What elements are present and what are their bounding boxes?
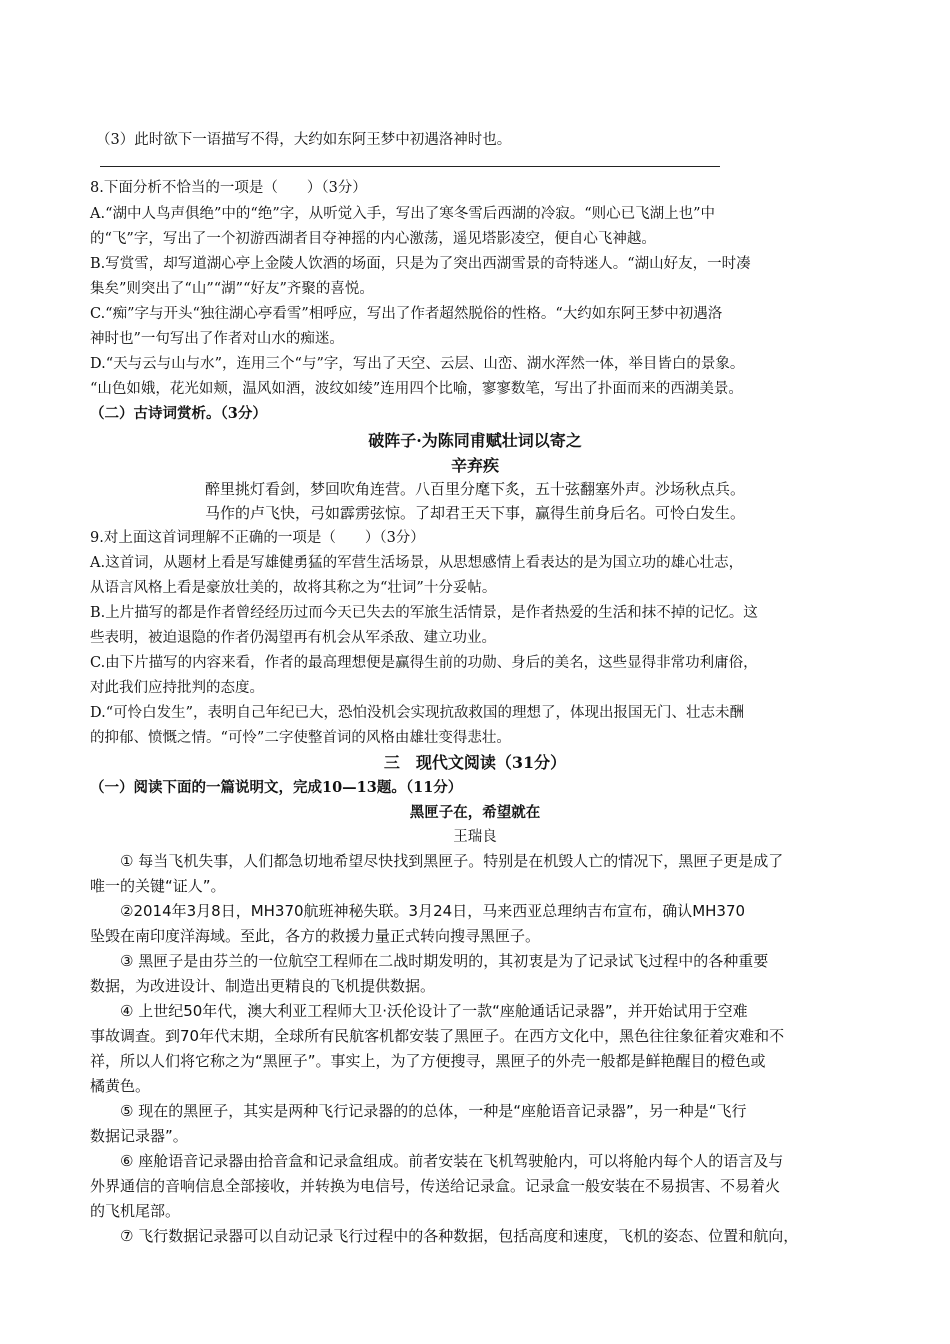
part-3-heading: 三 现代文阅读（31分）: [383, 753, 567, 772]
q9-option-b-cont: 些表明，被迫退隐的作者仍渴望再有机会从军杀敌、建立功业。: [90, 630, 496, 646]
section-2-heading: （二）古诗词赏析。（3分）: [90, 405, 267, 422]
article-paragraph-2: ②2014年3月8日，MH370航班神秘失联。3月24日，马来西亚总理纳吉布宣布，确认MH370: [120, 902, 746, 920]
q9-option-d: D.“可怜白发生”，表明自己年纪已大，恐怕没机会实现抗敌救国的理想了，体现出报国无门、壮志未酬: [90, 705, 745, 721]
poem-line-2: 马作的卢飞快，弓如霹雳弦惊。了却君王天下事，赢得生前身后名。可怜白发生。: [204, 504, 745, 522]
q9-option-c-cont: 对此我们应持批判的态度。: [90, 680, 264, 696]
answer-line: [100, 166, 720, 167]
q8-option-c: C.“痴”字与开头“独往湖心亭看雪”相呼应，写出了作者超然脱俗的性格。“大约如东阿王梦中初遇洛: [90, 306, 723, 322]
poem-line-1: 醉里挑灯看剑，梦回吹角连营。八百里分麾下炙，五十弦翻塞外声。沙场秋点兵。: [204, 480, 745, 498]
q8-option-c-cont: 神时也”一句写出了作者对山水的痴迷。: [90, 331, 344, 347]
article-paragraph-5-cont: 数据记录器”。: [90, 1127, 188, 1145]
article-paragraph-4: ④ 上世纪50年代，澳大利亚工程师大卫·沃伦设计了一款“座舱通话记录器”，并开始试用于空难: [120, 1002, 748, 1020]
q8-option-a: A.“湖中人鸟声俱绝”中的“绝”字，从听觉入手，写出了寒冬雪后西湖的冷寂。“则心已飞湖上也”中: [90, 206, 716, 222]
poem-title: 破阵子·为陈同甫赋壮词以寄之: [368, 431, 582, 450]
article-paragraph-6-cont-1: 外界通信的音响信息全部接收，并转换为电信号，传送给记录盒。记录盒一般安装在不易损害、不易着火: [90, 1177, 781, 1195]
article-paragraph-6: ⑥ 座舱语音记录器由拾音盒和记录盒组成。前者安装在飞机驾驶舱内，可以将舱内每个人的语言及与: [120, 1152, 784, 1170]
q8-option-d: D.“天与云与山与水”，连用三个“与”字，写出了天空、云层、山峦、湖水浑然一体，举目皆白的景象。: [90, 356, 745, 372]
poem-author: 辛弃疾: [450, 456, 499, 475]
article-title: 黑匣子在，希望就在: [409, 804, 541, 821]
article-paragraph-5: ⑤ 现在的黑匣子，其实是两种飞行记录器的的总体，一种是“座舱语音记录器”，另一种是“飞行: [120, 1102, 747, 1120]
q9-option-a-cont: 从语言风格上看是豪放壮美的，故将其称之为“壮词”十分妥帖。: [90, 580, 497, 596]
q8-option-b: B.写赏雪，却写道湖心亭上金陵人饮酒的场面，只是为了突出西湖雪景的奇特迷人。“湖山好友，一时凑: [90, 256, 751, 272]
article-paragraph-4-cont-2: 祥，所以人们将它称之为“黑匣子”。事实上，为了方便搜寻，黑匣子的外壳一般都是鲜艳醒目的橙色或: [90, 1052, 766, 1070]
article-paragraph-3: ③ 黑匣子是由芬兰的一位航空工程师在二战时期发明的，其初衷是为了记录试飞过程中的各种重要: [120, 952, 769, 970]
article-paragraph-1-cont: 唯一的关键“证人”。: [90, 877, 226, 895]
q9-option-a: A.这首词，从题材上看是写雄健勇猛的军营生活场景，从思想感情上看表达的是为国立功的雄心壮志，: [90, 555, 744, 571]
q7-item-3: （3）此时欲下一语描写不得，大约如东阿王梦中初遇洛神时也。: [96, 132, 512, 148]
article-paragraph-4-cont-3: 橘黄色。: [90, 1077, 151, 1095]
part-3-subheading: （一）阅读下面的一篇说明文，完成10—13题。（11分）: [90, 779, 463, 796]
article-paragraph-6-cont-2: 的飞机尾部。: [90, 1202, 181, 1220]
q9-option-c: C.由下片描写的内容来看，作者的最高理想便是赢得生前的功勋、身后的美名，这些显得非常功利庸俗，: [90, 655, 758, 671]
article-paragraph-2-cont: 坠毁在南印度洋海域。至此，各方的救援力量正式转向搜寻黑匣子。: [90, 927, 541, 945]
q9-stem: 9.对上面这首词理解不正确的一项是（ ）（3分）: [90, 530, 425, 546]
article-author: 王瑞良: [453, 829, 497, 845]
q8-option-d-cont: “山色如娥，花光如颊，温风如酒，波纹如绫”连用四个比喻，寥寥数笔，写出了扑面而来的西湖美景。: [90, 381, 743, 397]
article-paragraph-7: ⑦ 飞行数据记录器可以自动记录飞行过程中的各种数据，包括高度和速度，飞机的姿态、位置和航向，: [120, 1227, 799, 1245]
q9-option-d-cont: 的抑郁、愤慨之情。“可怜”二字使整首词的风格由雄壮变得悲壮。: [90, 730, 511, 746]
article-paragraph-1: ① 每当飞机失事，人们都急切地希望尽快找到黑匣子。特别是在机毁人亡的情况下，黑匣子更是成了: [120, 852, 784, 870]
q8-option-b-cont: 集矣”则突出了“山”“湖”“好友”齐聚的喜悦。: [90, 281, 374, 297]
article-paragraph-4-cont-1: 事故调查。到70年代末期，全球所有民航客机都安装了黑匣子。在西方文化中，黑色往往象征着灾难和不: [90, 1027, 785, 1045]
q8-stem: 8.下面分析不恰当的一项是（ ）（3分）: [90, 180, 367, 196]
q8-option-a-cont: 的“飞”字，写出了一个初游西湖者目夺神摇的内心激荡，遥见塔影凌空，便自心飞神越。: [90, 231, 656, 247]
article-paragraph-3-cont: 数据，为改进设计、制造出更精良的飞机提供数据。: [90, 977, 436, 995]
q9-option-b: B.上片描写的都是作者曾经经历过而今天已失去的军旅生活情景，是作者热爱的生活和抹不掉的记忆。这: [90, 605, 758, 621]
